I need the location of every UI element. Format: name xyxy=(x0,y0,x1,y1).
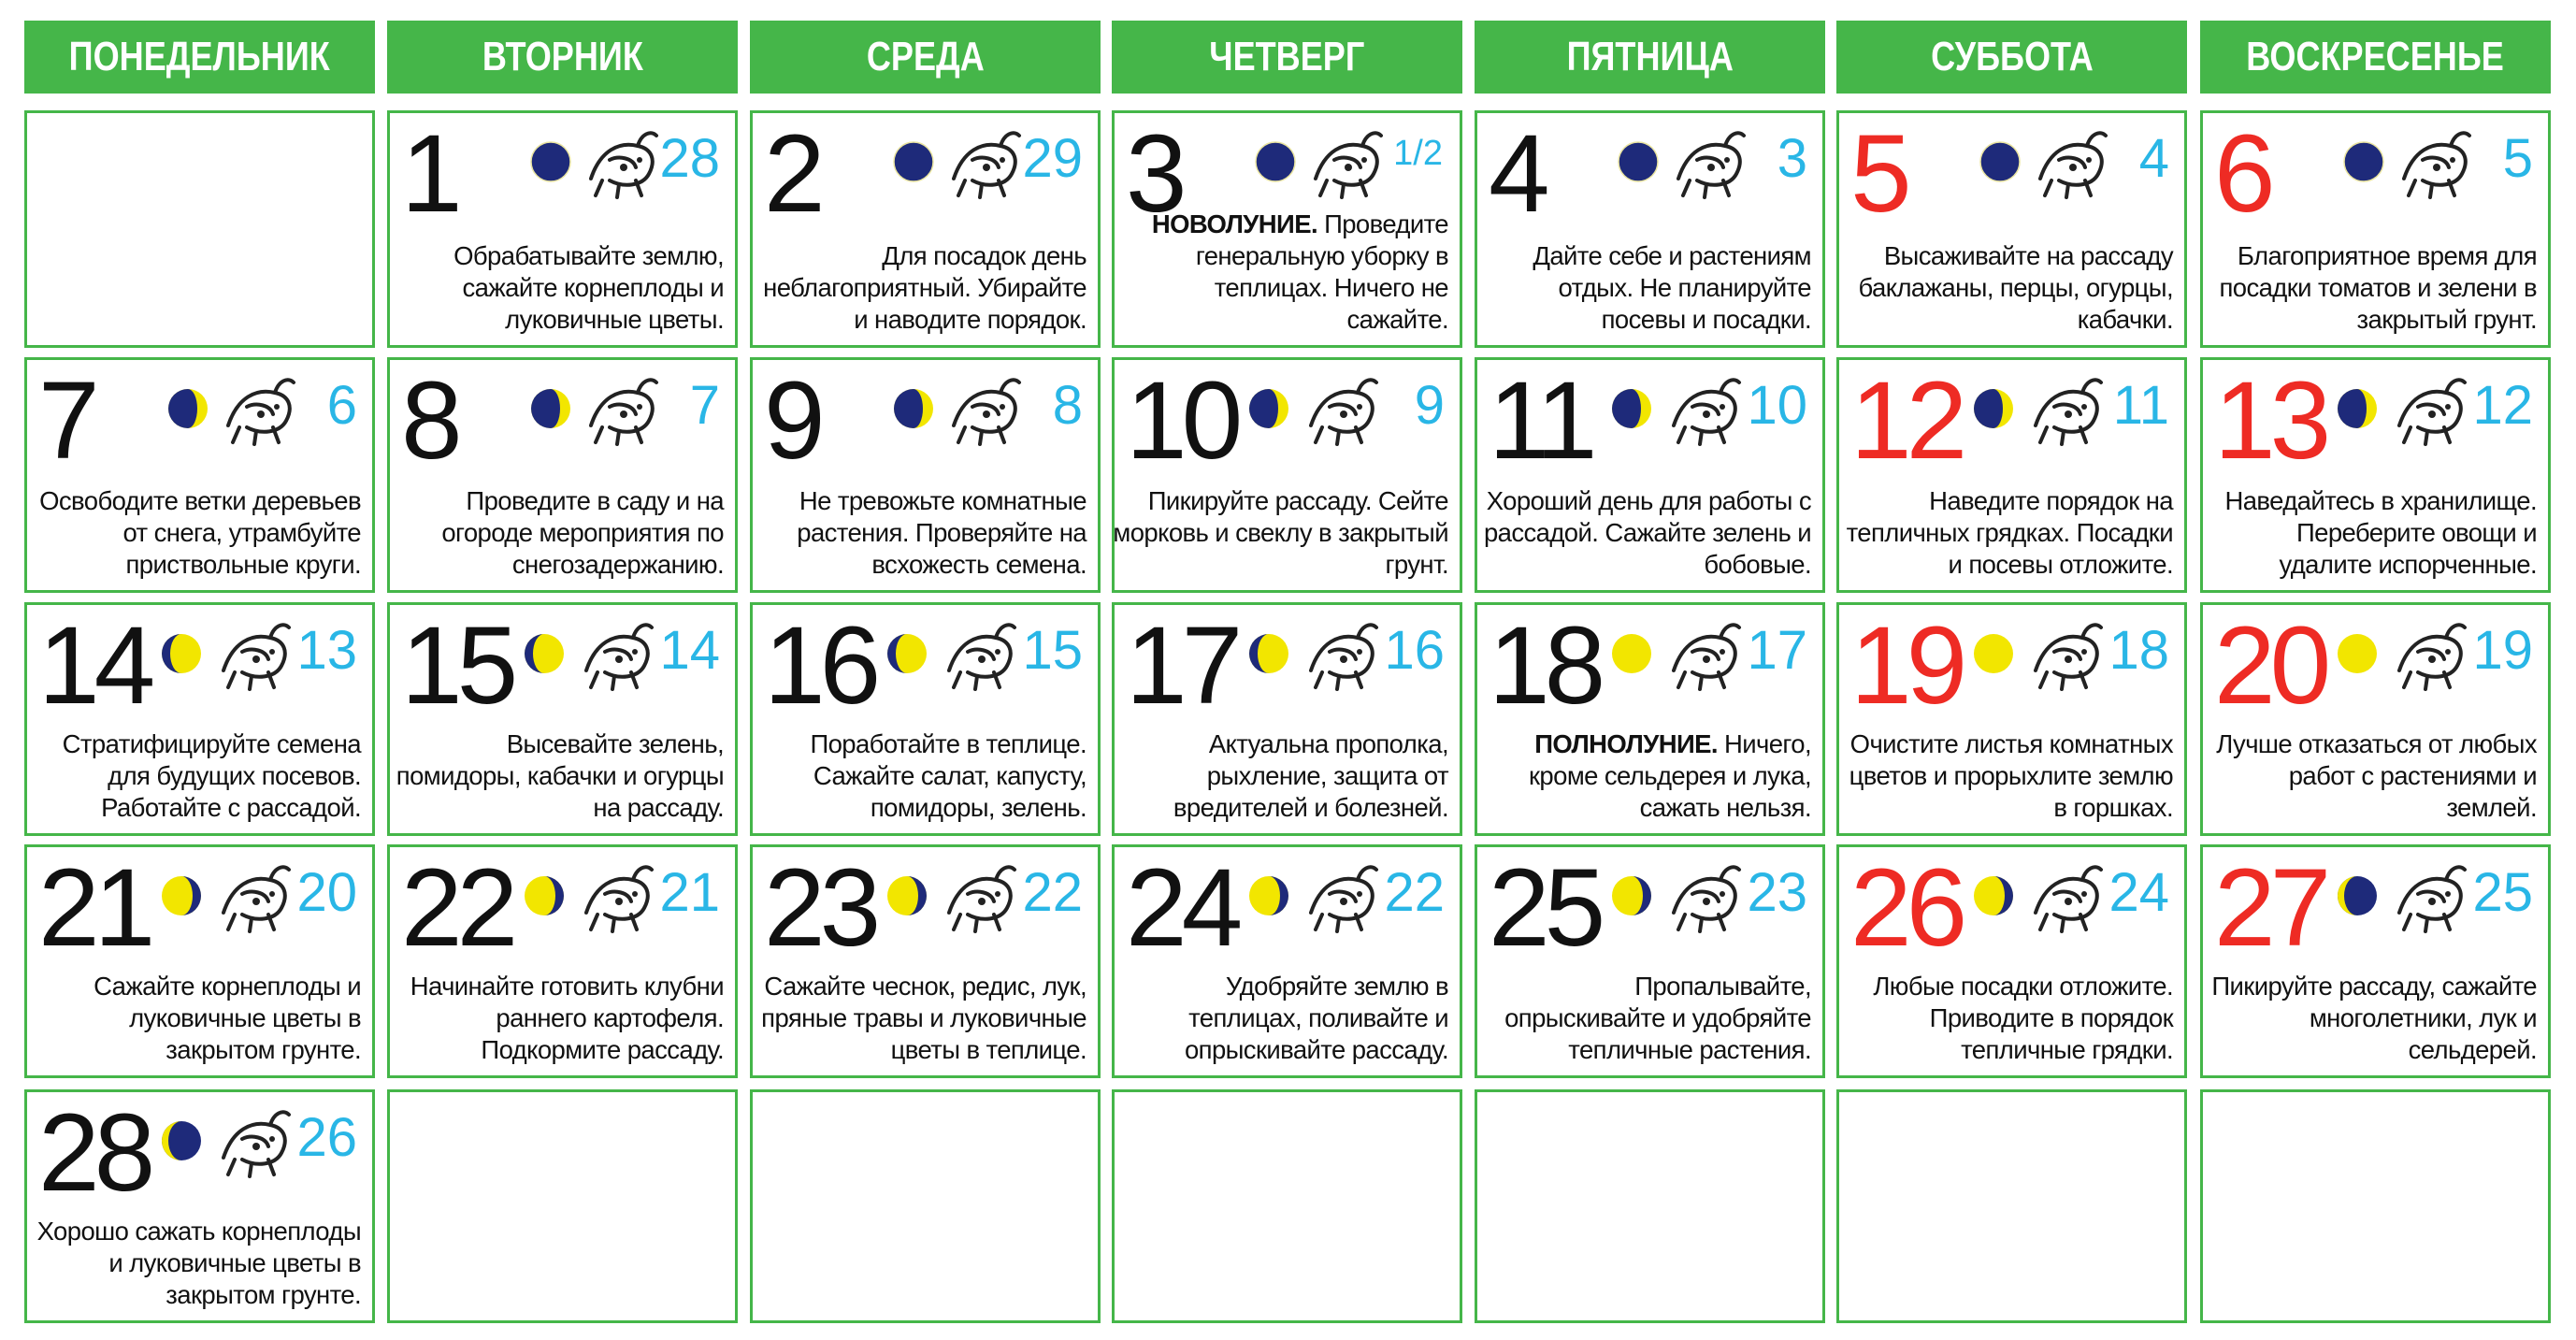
gardening-advice xyxy=(387,240,724,336)
lunar-day: 14 xyxy=(659,620,720,681)
gardening-advice xyxy=(2200,971,2537,1066)
empty-day-cell xyxy=(1475,1089,1825,1323)
aries-icon xyxy=(219,369,299,450)
weekday-label: СУББОТА xyxy=(1930,34,2094,79)
advice-text: Для посадок день неблагоприятный. Убирайте и наводите порядок. xyxy=(763,241,1087,334)
cancer-icon xyxy=(577,614,657,695)
moon-phase-icon xyxy=(1611,633,1652,674)
day-cell xyxy=(1475,602,1825,836)
advice-text: Очистите листья комнатных цветов и прорыхлите землю в горшках. xyxy=(1849,729,2173,822)
moon-phase-icon xyxy=(2343,141,2384,182)
gardening-advice xyxy=(24,485,361,581)
moon-event-label: НОВОЛУНИЕ. xyxy=(1151,209,1318,238)
gardening-advice xyxy=(1475,485,1811,581)
virgo-icon xyxy=(2026,614,2107,695)
advice-text: Освободите ветки деревьев от снега, утрамбуйте приствольные круги. xyxy=(39,486,361,579)
day-number: 4 xyxy=(1489,112,1545,236)
day-number: 14 xyxy=(38,604,151,728)
day-number: 10 xyxy=(1126,359,1238,483)
day-number: 28 xyxy=(38,1091,151,1215)
aries-icon xyxy=(944,369,1025,450)
advice-text: Проведите генеральную уборку в теплицах. Ничего не сажайте. xyxy=(1195,209,1448,334)
day-cell xyxy=(2200,357,2551,593)
virgo-icon xyxy=(2390,614,2470,695)
empty-day-cell xyxy=(387,1089,738,1323)
aquarius-icon xyxy=(1306,122,1387,203)
advice-text: Любые посадки отложите. Приводите в порядок тепличные грядки. xyxy=(1873,972,2173,1064)
weekday-header xyxy=(24,21,375,94)
lunar-day: 26 xyxy=(296,1107,357,1168)
lunar-day: 7 xyxy=(689,375,720,436)
gardening-advice xyxy=(1475,728,1811,824)
advice-text: Лучше отказаться от любых работ с растениями и землей. xyxy=(2216,729,2537,822)
weekday-header xyxy=(1475,21,1825,94)
gardening-advice xyxy=(1475,240,1811,336)
lunar-day: 28 xyxy=(659,128,720,189)
day-cell xyxy=(1112,844,1462,1078)
lunar-day: 11 xyxy=(2112,375,2169,436)
day-number: 15 xyxy=(401,604,513,728)
lunar-day: 22 xyxy=(1384,862,1445,923)
advice-text: Наведите порядок на тепличных грядках. Посадки и посевы отложите. xyxy=(1846,486,2173,579)
moon-phase-icon xyxy=(893,141,934,182)
moon-phase-icon xyxy=(2337,388,2378,429)
moon-phase-icon xyxy=(1618,141,1659,182)
day-number: 17 xyxy=(1126,604,1238,728)
day-cell xyxy=(1112,357,1462,593)
advice-text: Пикируйте рассаду. Сейте морковь и свеклу в закрытый грунт. xyxy=(1113,486,1448,579)
advice-text: Актуальна прополка, рыхление, защита от вредителей и болезней. xyxy=(1173,729,1448,822)
gardening-advice xyxy=(1112,485,1448,581)
day-number: 24 xyxy=(1126,846,1238,970)
weekday-label: ЧЕТВЕРГ xyxy=(1209,34,1365,79)
gardening-advice xyxy=(750,728,1087,824)
day-number: 19 xyxy=(1850,604,1963,728)
advice-text: Дайте себе и растениям отдых. Не планируйте посевы и посадки. xyxy=(1533,241,1811,334)
advice-text: Удобряйте землю в теплицах, поливайте и опрыскивайте рассаду. xyxy=(1184,972,1448,1064)
day-cell xyxy=(750,357,1101,593)
gardening-advice xyxy=(387,728,724,824)
weekday-label: ПОНЕДЕЛЬНИК xyxy=(68,34,331,79)
day-number: 8 xyxy=(401,359,457,483)
moon-phase-icon xyxy=(530,388,571,429)
moon-phase-icon xyxy=(161,633,202,674)
moon-event-label: ПОЛНОЛУНИЕ. xyxy=(1534,729,1718,758)
leo-icon xyxy=(1664,614,1745,695)
lunar-day: 6 xyxy=(326,375,357,436)
day-cell xyxy=(1112,110,1462,348)
day-cell xyxy=(2200,110,2551,348)
gardening-advice xyxy=(2200,728,2537,824)
lunar-day: 23 xyxy=(1747,862,1807,923)
lunar-day: 13 xyxy=(296,620,357,681)
capricorn-icon xyxy=(214,1102,295,1182)
advice-text: Пропалывайте, опрыскивайте и удобряйте тепличные растения. xyxy=(1504,972,1811,1064)
day-cell xyxy=(1475,110,1825,348)
day-number: 1 xyxy=(401,112,457,236)
day-number: 26 xyxy=(1850,846,1963,970)
lunar-day: 20 xyxy=(296,862,357,923)
advice-text: Хороший день для работы с рассадой. Сажайте зелень и бобовые. xyxy=(1483,486,1811,579)
libra-icon xyxy=(577,857,657,937)
day-cell xyxy=(2200,844,2551,1078)
moon-phase-icon xyxy=(524,875,565,916)
gardening-advice xyxy=(1836,240,2173,336)
moon-phase-icon xyxy=(1611,388,1652,429)
gardening-advice xyxy=(1836,728,2173,824)
day-number: 25 xyxy=(1489,846,1601,970)
day-cell xyxy=(387,110,738,348)
sagittarius-icon xyxy=(1664,857,1745,937)
day-cell xyxy=(750,844,1101,1078)
lunar-day: 5 xyxy=(2502,128,2533,189)
lunar-day: 29 xyxy=(1022,128,1083,189)
empty-day-cell xyxy=(750,1089,1101,1323)
weekday-label: ВОСКРЕСЕНЬЕ xyxy=(2246,34,2505,79)
empty-day-cell xyxy=(1112,1089,1462,1323)
lunar-day: 1/2 xyxy=(1393,134,1443,173)
lunar-day: 22 xyxy=(1022,862,1083,923)
day-cell xyxy=(2200,602,2551,836)
gardening-advice xyxy=(2200,240,2537,336)
moon-phase-icon xyxy=(161,875,202,916)
advice-text: Высаживайте на рассаду баклажаны, перцы, огурцы, кабачки. xyxy=(1858,241,2173,334)
advice-text: Стратифицируйте семена для будущих посевов. Работайте с рассадой. xyxy=(62,729,361,822)
gardening-advice xyxy=(750,240,1087,336)
aries-icon xyxy=(582,369,662,450)
capricorn-icon xyxy=(582,122,662,203)
moon-phase-icon xyxy=(524,633,565,674)
weekday-label: СРЕДА xyxy=(866,34,985,79)
gardening-advice xyxy=(24,728,361,824)
day-number: 16 xyxy=(764,604,876,728)
gardening-advice xyxy=(1112,728,1448,824)
moon-phase-icon xyxy=(886,875,928,916)
weekday-label: ВТОРНИК xyxy=(482,34,643,79)
empty-day-cell xyxy=(24,110,375,348)
aquarius-icon xyxy=(1669,122,1749,203)
moon-phase-icon xyxy=(1979,141,2021,182)
moon-phase-icon xyxy=(886,633,928,674)
moon-phase-icon xyxy=(1611,875,1652,916)
aquarius-icon xyxy=(944,122,1025,203)
day-cell xyxy=(750,110,1101,348)
weekday-header xyxy=(1112,21,1462,94)
gemini-icon xyxy=(2390,369,2470,450)
day-number: 12 xyxy=(1850,359,1963,483)
gardening-advice xyxy=(1112,971,1448,1066)
leo-icon xyxy=(1302,614,1382,695)
advice-text: Не тревожьте комнатные растения. Проверяйте на всхожесть семена. xyxy=(797,486,1087,579)
lunar-day: 4 xyxy=(2138,128,2169,189)
moon-phase-icon xyxy=(2337,633,2378,674)
lunar-day: 15 xyxy=(1022,620,1083,681)
lunar-day: 10 xyxy=(1747,375,1807,436)
gardening-advice xyxy=(1475,971,1811,1066)
advice-text: Высевайте зелень, помидоры, кабачки и огурцы на рассаду. xyxy=(396,729,724,822)
day-number: 22 xyxy=(401,846,513,970)
weekday-header xyxy=(750,21,1101,94)
gardening-advice xyxy=(387,971,724,1066)
advice-text: Обрабатывайте землю, сажайте корнеплоды и луковичные цветы. xyxy=(453,241,724,334)
moon-phase-icon xyxy=(161,1120,202,1161)
empty-day-cell xyxy=(1836,1089,2187,1323)
day-cell xyxy=(387,602,738,836)
weekday-label: ПЯТНИЦА xyxy=(1566,34,1734,79)
day-number: 5 xyxy=(1850,112,1907,236)
day-number: 2 xyxy=(764,112,820,236)
scorpio-icon xyxy=(1302,857,1382,937)
day-number: 3 xyxy=(1126,112,1182,236)
moon-phase-icon xyxy=(1255,141,1296,182)
lunar-day: 24 xyxy=(2108,862,2169,923)
lunar-day: 18 xyxy=(2108,620,2169,681)
advice-text: Наведайтесь в хранилище. Переберите овощи и удалите испорченные. xyxy=(2224,486,2537,579)
lunar-day: 3 xyxy=(1777,128,1807,189)
gardening-advice xyxy=(24,971,361,1066)
gemini-icon xyxy=(2026,369,2107,450)
gardening-advice xyxy=(1836,971,2173,1066)
day-cell xyxy=(1836,602,2187,836)
advice-text: Проведите в саду и на огороде мероприятия по снегозадержанию. xyxy=(441,486,724,579)
moon-phase-icon xyxy=(893,388,934,429)
day-number: 20 xyxy=(2214,604,2326,728)
lunar-day: 12 xyxy=(2472,375,2533,436)
lunar-day: 8 xyxy=(1052,375,1083,436)
day-cell xyxy=(387,844,738,1078)
lunar-day: 9 xyxy=(1414,375,1445,436)
day-cell xyxy=(1836,357,2187,593)
gardening-advice xyxy=(1112,209,1448,336)
day-number: 11 xyxy=(1489,359,1592,483)
capricorn-icon xyxy=(2390,857,2470,937)
day-number: 18 xyxy=(1489,604,1601,728)
day-number: 6 xyxy=(2214,112,2270,236)
gardening-advice xyxy=(1836,485,2173,581)
day-number: 21 xyxy=(38,846,151,970)
advice-text: Хорошо сажать корнеплоды и луковичные цветы в закрытом грунте. xyxy=(36,1217,361,1309)
cancer-icon xyxy=(940,614,1020,695)
moon-phase-icon xyxy=(1248,875,1289,916)
empty-day-cell xyxy=(2200,1089,2551,1323)
day-number: 7 xyxy=(38,359,94,483)
moon-phase-icon xyxy=(1248,388,1289,429)
day-cell xyxy=(24,357,375,593)
moon-phase-icon xyxy=(1973,388,2014,429)
advice-text: Пикируйте рассаду, сажайте многолетники, лук и сельдерей. xyxy=(2211,972,2537,1064)
day-cell xyxy=(750,602,1101,836)
lunar-day: 17 xyxy=(1747,620,1807,681)
weekday-header xyxy=(1836,21,2187,94)
day-cell xyxy=(1112,602,1462,836)
moon-phase-icon xyxy=(530,141,571,182)
moon-phase-icon xyxy=(167,388,209,429)
day-number: 27 xyxy=(2214,846,2326,970)
day-cell xyxy=(1836,110,2187,348)
day-cell xyxy=(1836,844,2187,1078)
gardening-advice xyxy=(24,1216,361,1311)
taurus-icon xyxy=(1302,369,1382,450)
weekday-header xyxy=(2200,21,2551,94)
advice-text: Благоприятное время для посадки томатов и зелени в закрытый грунт. xyxy=(2219,241,2537,334)
moon-phase-icon xyxy=(2337,875,2378,916)
lunar-day: 16 xyxy=(1384,620,1445,681)
advice-text: Сажайте чеснок, редис, лук, пряные травы и луковичные цветы в теплице. xyxy=(761,972,1087,1064)
day-number: 9 xyxy=(764,359,820,483)
day-cell xyxy=(24,844,375,1078)
lunar-day: 19 xyxy=(2472,620,2533,681)
day-cell xyxy=(1475,844,1825,1078)
gardening-advice xyxy=(750,485,1087,581)
gardening-advice xyxy=(387,485,724,581)
moon-phase-icon xyxy=(1973,633,2014,674)
advice-text: Поработайте в теплице. Сажайте салат, капусту, помидоры, зелень. xyxy=(810,729,1087,822)
scorpio-icon xyxy=(940,857,1020,937)
day-cell xyxy=(24,602,375,836)
lunar-day: 25 xyxy=(2472,862,2533,923)
cancer-icon xyxy=(214,614,295,695)
weekday-header xyxy=(387,21,738,94)
day-cell xyxy=(387,357,738,593)
libra-icon xyxy=(214,857,295,937)
advice-text: Сажайте корнеплоды и луковичные цветы в закрытом грунте. xyxy=(94,972,361,1064)
moon-phase-icon xyxy=(1248,633,1289,674)
pisces-icon xyxy=(2031,122,2111,203)
sagittarius-icon xyxy=(2026,857,2107,937)
pisces-icon xyxy=(2395,122,2475,203)
day-cell xyxy=(24,1089,375,1323)
advice-text: Ничего, кроме сельдерея и лука, сажать нельзя. xyxy=(1529,729,1811,822)
advice-text: Начинайте готовить клубни раннего картофеля. Подкормите рассаду. xyxy=(410,972,724,1064)
day-number: 23 xyxy=(764,846,876,970)
day-number: 13 xyxy=(2214,359,2326,483)
lunar-day: 21 xyxy=(659,862,720,923)
gardening-advice xyxy=(750,971,1087,1066)
taurus-icon xyxy=(1664,369,1745,450)
gardening-advice xyxy=(2200,485,2537,581)
moon-phase-icon xyxy=(1973,875,2014,916)
day-cell xyxy=(1475,357,1825,593)
